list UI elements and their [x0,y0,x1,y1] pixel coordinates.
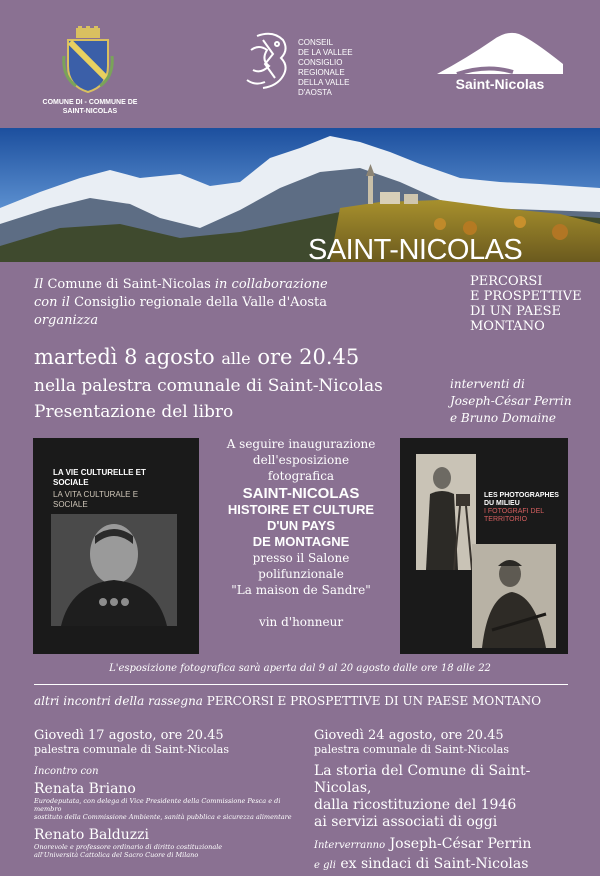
exhibition-dates: L'esposizione fotografica sarà aperta dal 9 al 20 agosto dalle ore 18 alle 22 [109,663,491,674]
header [0,0,600,128]
book2-title-fr: LES PHOTOGRAPHES DU MILIEU [484,492,559,507]
banner-subtitle: PERCORSI E PROSPETTIVE DI UN PAESE MONTANO [470,274,582,334]
book2-woman-camera-photo [416,454,476,570]
divider [34,684,568,685]
organizer-intro: Il Comune di Saint-Nicolas in collaborazione con il Consiglio regionale della Valle d'Aosta organizza [34,277,328,328]
book2-title-it: I FOTOGRAFI DEL TERRITORIO [484,508,544,523]
event-presentation: Presentazione del libro [34,402,234,422]
exhibition-announcement: A seguire inaugurazione dell'esposizione fotografica SAINT-NICOLAS HISTOIRE ET CULTURE D'UN PAYS DE MONTAGNE presso il Salone polifunzionale "La maison de Sandre" vin d'honneur [206,436,396,630]
book1-portrait-photo [51,514,177,626]
banner-title: SAINT-NICOLAS [308,234,523,266]
event-date: martedì 8 agosto alle ore 20.45 [34,345,360,369]
event-venue: nella palestra comunale di Saint-Nicolas [34,376,383,396]
speaker-name: Renato Balduzzi [34,827,150,843]
saint-nicolas-mountain-logo-icon [437,24,563,80]
event-speakers: interventi di Joseph-César Perrin e Bruno Domaine [450,377,572,425]
brand-name: Saint-Nicolas [455,76,545,92]
book1-title-fr: LA VIE CULTURELLE ET SOCIALE [53,468,146,487]
book1-title-it: LA VITA CULTURALE E SOCIALE [53,490,139,509]
regional-council-lion-icon [243,30,295,92]
book-cover-vie-culturelle [33,438,199,654]
comune-label: COMUNE DI - COMMUNE DE SAINT-NICOLAS [42,99,138,115]
exhibition-name: SAINT-NICOLAS [242,485,360,502]
book2-man-portrait-photo [472,544,556,648]
speaker-name: Renata Briano [34,781,136,797]
regional-council-label: CONSEIL DE LA VALLEE CONSIGLIO REGIONALE DELLA VALLE D'AOSTA [298,38,353,97]
event-17-agosto: Giovedì 17 agosto, ore 20.45 palestra comunale di Saint-Nicolas Incontro con Renata Briano Eurodeputata, con delega di Vice Presidente della Commissione Pesca e di membro sostituto della Commissione Ambiente, sanità pubblica e sicurezza alimentare Renato Balduzzi Onorevole e professore ordinario di diritto costituzionale all'Università Cattolica del Sacro Cuore di Milano [34,728,304,859]
coat-of-arms-icon [62,26,114,94]
book-cover-photographes [400,438,568,654]
series-header: altri incontri della rassegna PERCORSI E PROSPETTIVE DI UN PAESE MONTANO [34,694,542,708]
event-24-agosto: Giovedì 24 agosto, ore 20.45 palestra comunale di Saint-Nicolas La storia del Comune di Saint-Nicolas, dalla ricostituzione del 1946 ai servizi associati di oggi Interverranno Joseph-César Perrin e gli ex sindaci di Saint-Nicolas [314,728,532,872]
